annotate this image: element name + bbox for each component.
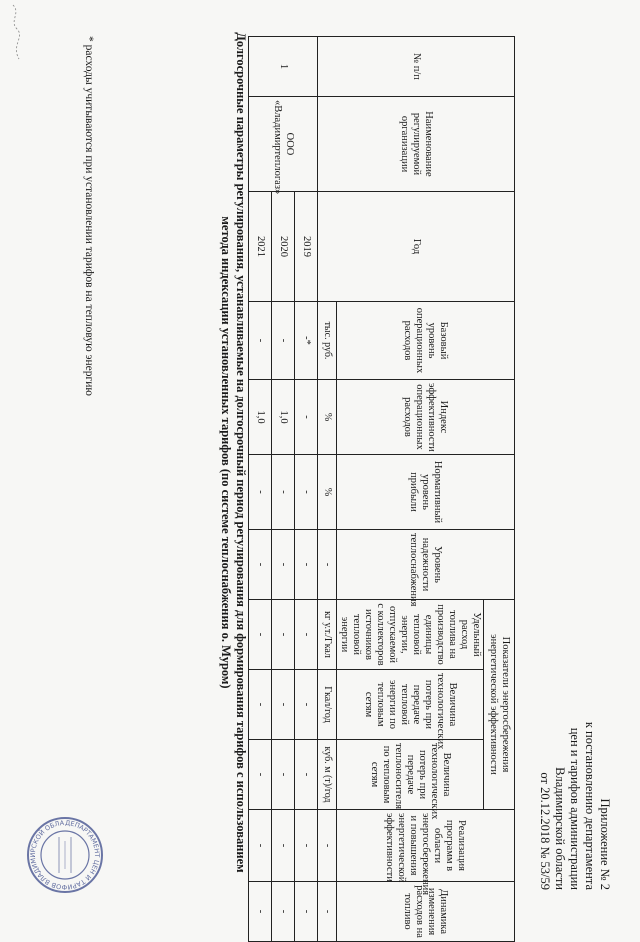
cell-reliability: - [295,530,318,600]
annex-line: Владимирской области [553,767,567,890]
annex-line: цен и тарифов администрации [568,727,582,890]
header-heat-loss: Величина технологических потерь при передаче тепловой энергии по тепловым сетям [337,670,484,740]
header-efficiency-index: Индекс эффективности операционных расходов [337,380,515,455]
cell-carrier-loss: - [295,740,318,810]
cell-heat-loss: - [272,670,295,740]
cell-base: -* [295,302,318,380]
table-row [295,37,318,942]
unit-cell: - [318,882,337,942]
unit-cell: % [318,380,337,455]
cell-program: - [272,810,295,882]
header-num: № п/п [318,37,515,97]
annex-header [537,690,612,890]
cell-year: 2021 [249,192,272,302]
header-org: Наименование регулируемой организации [318,97,515,192]
cell-index: - [295,380,318,455]
stamp-seal-icon [25,815,105,895]
cell-fuel: - [272,600,295,670]
cell-fuel-dynamics: - [295,882,318,942]
annex-line: от 20.12.2018 № 53/59 [538,772,552,890]
official-stamp [25,815,105,895]
document-title: Долгосрочные параметры регулирования, устанавливаемые на долгосрочный период регулирования для формирования тарифов с использованием метода индексации установленных тарифов (по системе теплоснабжения о. Муром) [219,32,248,873]
annex-line: Приложение № 2 [598,798,612,890]
margin-scribble [5,3,25,63]
row-org: ООО «Владимиртеплогаз» [249,97,318,192]
cell-carrier-loss: - [272,740,295,810]
cell-heat-loss: - [295,670,318,740]
header-carrier-loss: Величина технологических потерь при передаче теплоносителя по тепловым сетям [337,740,484,810]
header-profit-level: Нормативный уровень прибыли [337,455,515,530]
footnote: * расходы учитываются при установлении тарифов на тепловую энергию [83,36,95,396]
header-energy-group: Показатели энергосбережения энергетической эффективности [484,600,515,810]
cell-reliability: - [249,530,272,600]
annex-line: к постановлению департамента [583,721,597,890]
cell-program: - [295,810,318,882]
cell-profit: - [249,455,272,530]
cell-profit: - [295,455,318,530]
header-year: Год [318,192,515,302]
header-energy-program: Реализация программ в области энергосбережения и повышения энергетической эффективности [337,810,515,882]
cell-fuel-dynamics: - [249,882,272,942]
svg-text:ДЕПАРТАМЕНТ ЦЕН И ТАРИФОВ ВЛАД: ДЕПАРТАМЕНТ ЦЕН И ТАРИФОВ ВЛАДИМИРСКОЙ ОБЛА [28,818,102,892]
unit-cell: кг у.т./Гкал [318,600,337,670]
cell-index: 1,0 [272,380,295,455]
unit-cell: тыс. руб. [318,302,337,380]
cell-year: 2019 [295,192,318,302]
cell-program: - [249,810,272,882]
header-base-opex: Базовый уровень операционных расходов [337,302,515,380]
cell-carrier-loss: - [249,740,272,810]
unit-cell: - [318,810,337,882]
unit-cell: Гкал/год [318,670,337,740]
cell-fuel-dynamics: - [272,882,295,942]
cell-base: - [249,302,272,380]
unit-cell: % [318,455,337,530]
cell-heat-loss: - [249,670,272,740]
unit-cell: куб. м (т)/год [318,740,337,810]
cell-index: 1,0 [249,380,272,455]
cell-fuel: - [295,600,318,670]
unit-cell: - [318,530,337,600]
cell-reliability: - [272,530,295,600]
header-fuel-dynamics: Динамика изменения расходов на топливо [337,882,515,942]
cell-profit: - [272,455,295,530]
parameters-table [248,36,515,942]
cell-year: 2020 [272,192,295,302]
header-fuel-rate: Удельный расход топлива на производство единицы тепловой энергии, отпускаемой с коллекторов источников тепловой энергии [337,600,484,670]
cell-base: - [272,302,295,380]
row-num: 1 [249,37,318,97]
cell-fuel: - [249,600,272,670]
header-reliability: Уровень надежности теплоснабжения [337,530,515,600]
